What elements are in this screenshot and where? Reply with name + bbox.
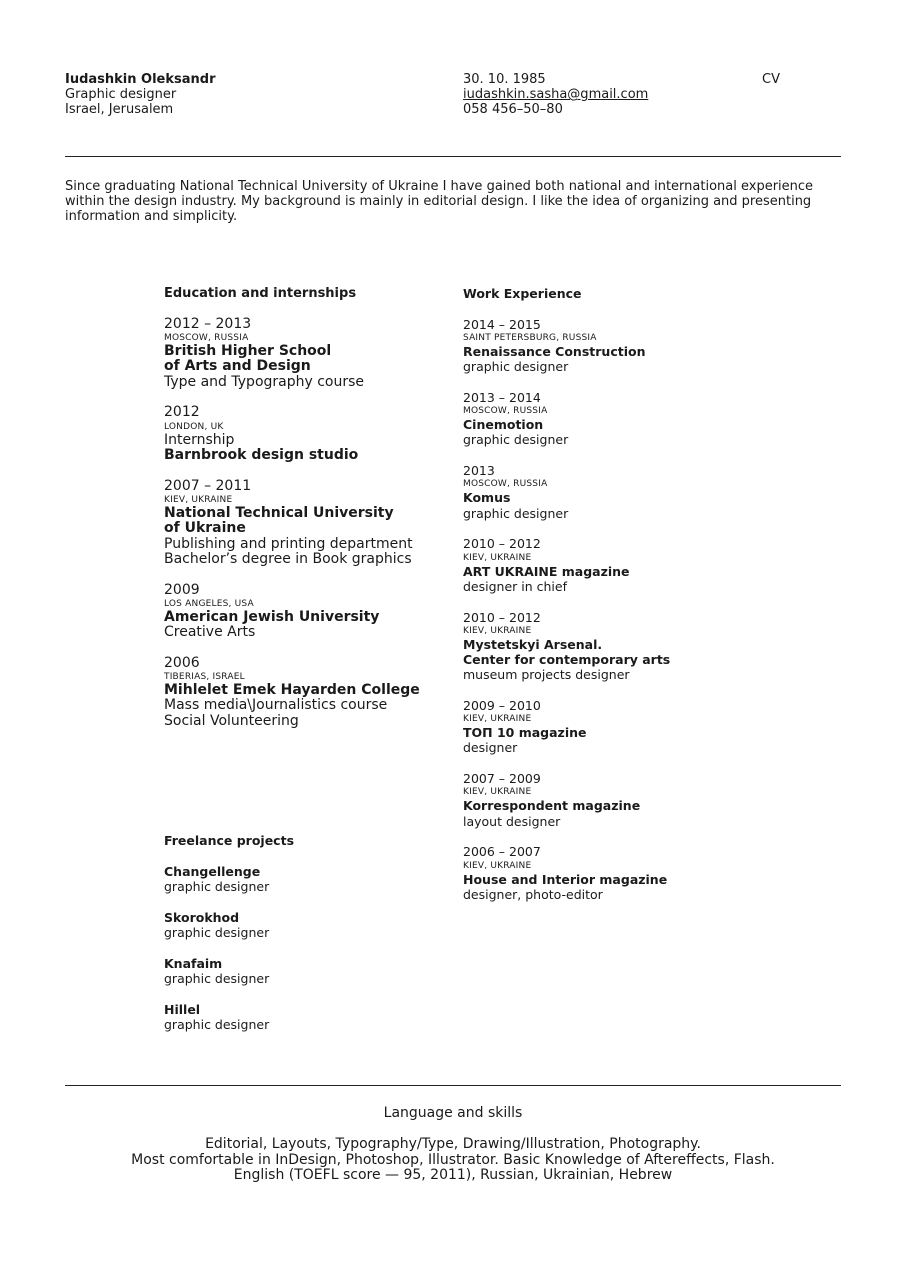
email-link[interactable]: iudashkin.sasha@gmail.com [463,87,649,103]
person-role: Graphic designer [65,87,177,103]
entry-org: House and Interior magazine [463,871,668,887]
entry-years: 2012 [164,404,200,421]
entry-years: 2013 – 2014 [463,390,541,405]
entry-role: designer, photo-editor [463,886,603,902]
entry-years: 2007 – 2009 [463,771,541,787]
entry-location: MOSCOW, RUSSIA [463,406,548,417]
work-entry [463,317,793,375]
entry-desc: Creative Arts [164,624,256,641]
education-entry [164,583,454,641]
entry-years: 2007 – 2011 [164,477,252,494]
entry-org: Changellenge [164,863,261,879]
entry-years: 2013 [463,463,495,479]
intro-line: within the design industry. My background is mainly in editorial design. I like the idea of organizing and presenting [65,194,812,210]
work-entry [463,463,793,521]
birth-date: 30. 10. 1985 [463,72,546,87]
entry-org: Korrespondent magazine [463,798,641,814]
work-entry [463,390,793,448]
entry-role: graphic designer [463,505,569,521]
entry-org: Hillel [164,1001,201,1017]
intro-line: Since graduating National Technical University of Ukraine I have gained both national and international experience [65,179,814,194]
entry-org: British Higher School [164,343,332,360]
entry-role: layout designer [463,813,561,829]
work-title: Work Experience [463,286,582,301]
entry-location: KIEV, UKRAINE [463,552,532,563]
footer-divider [65,1085,841,1086]
entry-org: ART UKRAINE magazine [463,563,630,579]
entry-years: 2006 [164,654,200,671]
work-entry [463,610,793,683]
entry-role: graphic designer [164,924,270,940]
freelance-entry [164,1002,454,1033]
skills-title: Language and skills [383,1105,523,1121]
entry-years: 2010 – 2012 [463,609,541,625]
entry-years: 2009 – 2010 [463,698,541,714]
entry-years: 2006 – 2007 [463,844,541,860]
entry-org: of Arts and Design [164,358,311,375]
entry-org: Mystetskyi Arsenal. [463,636,603,652]
entry-years: 2012 – 2013 [164,315,252,332]
entry-desc: Type and Typography course [164,373,365,390]
skills-line: Most comfortable in InDesign, Photoshop, Illustrator. Basic Knowledge of Aftereffects, Flash. [131,1151,775,1168]
entry-location: KIEV, UKRAINE [463,787,532,798]
entry-org: American Jewish University [164,608,380,625]
entry-org: Center for contemporary arts [463,652,671,668]
work-section [463,286,793,918]
person-name: Iudashkin Oleksandr [65,72,216,87]
intro-paragraph [65,179,825,225]
entry-org: Mihlelet Emek Hayarden College [164,682,420,699]
entry-location: MOSCOW, RUSSIA [463,479,548,490]
entry-role: graphic designer [463,359,569,375]
entry-location: KIEV, UKRAINE [463,625,532,636]
entry-location: KIEV, UKRAINE [164,494,233,505]
entry-org: Barnbrook design studio [164,446,359,463]
entry-desc: Mass media\Journalistics course [164,697,388,714]
entry-role: graphic designer [164,878,270,894]
education-entry [164,479,454,567]
entry-role: graphic designer [164,1016,270,1032]
entry-role: museum projects designer [463,667,630,683]
skills-line: English (TOEFL score — 95, 2011), Russian, Ukrainian, Hebrew [233,1167,673,1184]
entry-org: Renaissance Construction [463,344,646,359]
education-entry [164,317,454,390]
freelance-entry [164,956,454,987]
person-location: Israel, Jerusalem [65,102,174,118]
entry-role: designer in chief [463,578,567,594]
work-entry [463,844,793,902]
education-entry [164,405,454,463]
entry-location: TIBERIAS, ISRAEL [164,672,245,683]
skills-section [65,1106,841,1184]
work-entry [463,771,793,829]
entry-years: 2014 – 2015 [463,316,541,332]
education-entry [164,656,454,729]
entry-org: National Technical University [164,504,394,521]
entry-org: Komus [463,490,511,506]
education-section [164,286,454,744]
entry-location: LONDON, UK [164,421,224,432]
entry-org: Knafaim [164,955,223,971]
freelance-entry [164,910,454,941]
education-title: Education and internships [164,286,357,301]
entry-role: graphic designer [164,970,270,986]
work-entry [463,536,793,594]
entry-desc: Social Volunteering [164,712,299,729]
freelance-entry [164,864,454,895]
entry-type: Internship [164,431,235,448]
entry-org: of Ukraine [164,520,246,537]
header-divider [65,156,841,157]
entry-desc: Publishing and printing department [164,535,413,552]
entry-role: designer [463,740,518,756]
skills-line: Editorial, Layouts, Typography/Type, Drawing/Illustration, Photography. [205,1136,701,1153]
entry-years: 2009 [164,581,200,598]
freelance-section [164,833,454,1048]
intro-line: information and simplicity. [65,209,238,225]
entry-location: SAINT PETERSBURG, RUSSIA [463,333,597,343]
header-contacts [463,72,743,118]
entry-org: Skorokhod [164,909,240,925]
entry-location: LOS ANGELES, USA [164,598,254,609]
entry-org: ТОП 10 magazine [463,725,587,741]
entry-org: Cinemotion [463,417,544,433]
entry-desc: Bachelor’s degree in Book graphics [164,550,412,567]
entry-years: 2010 – 2012 [463,536,541,552]
entry-location: KIEV, UKRAINE [463,714,532,725]
header-left [65,72,445,118]
freelance-title: Freelance projects [164,833,295,848]
entry-location: KIEV, UKRAINE [463,860,532,871]
doc-type-label: CV [762,72,780,87]
phone-number: 058 456–50–80 [463,102,563,118]
entry-location: MOSCOW, RUSSIA [164,333,249,344]
work-entry [463,698,793,756]
entry-role: graphic designer [463,432,569,448]
